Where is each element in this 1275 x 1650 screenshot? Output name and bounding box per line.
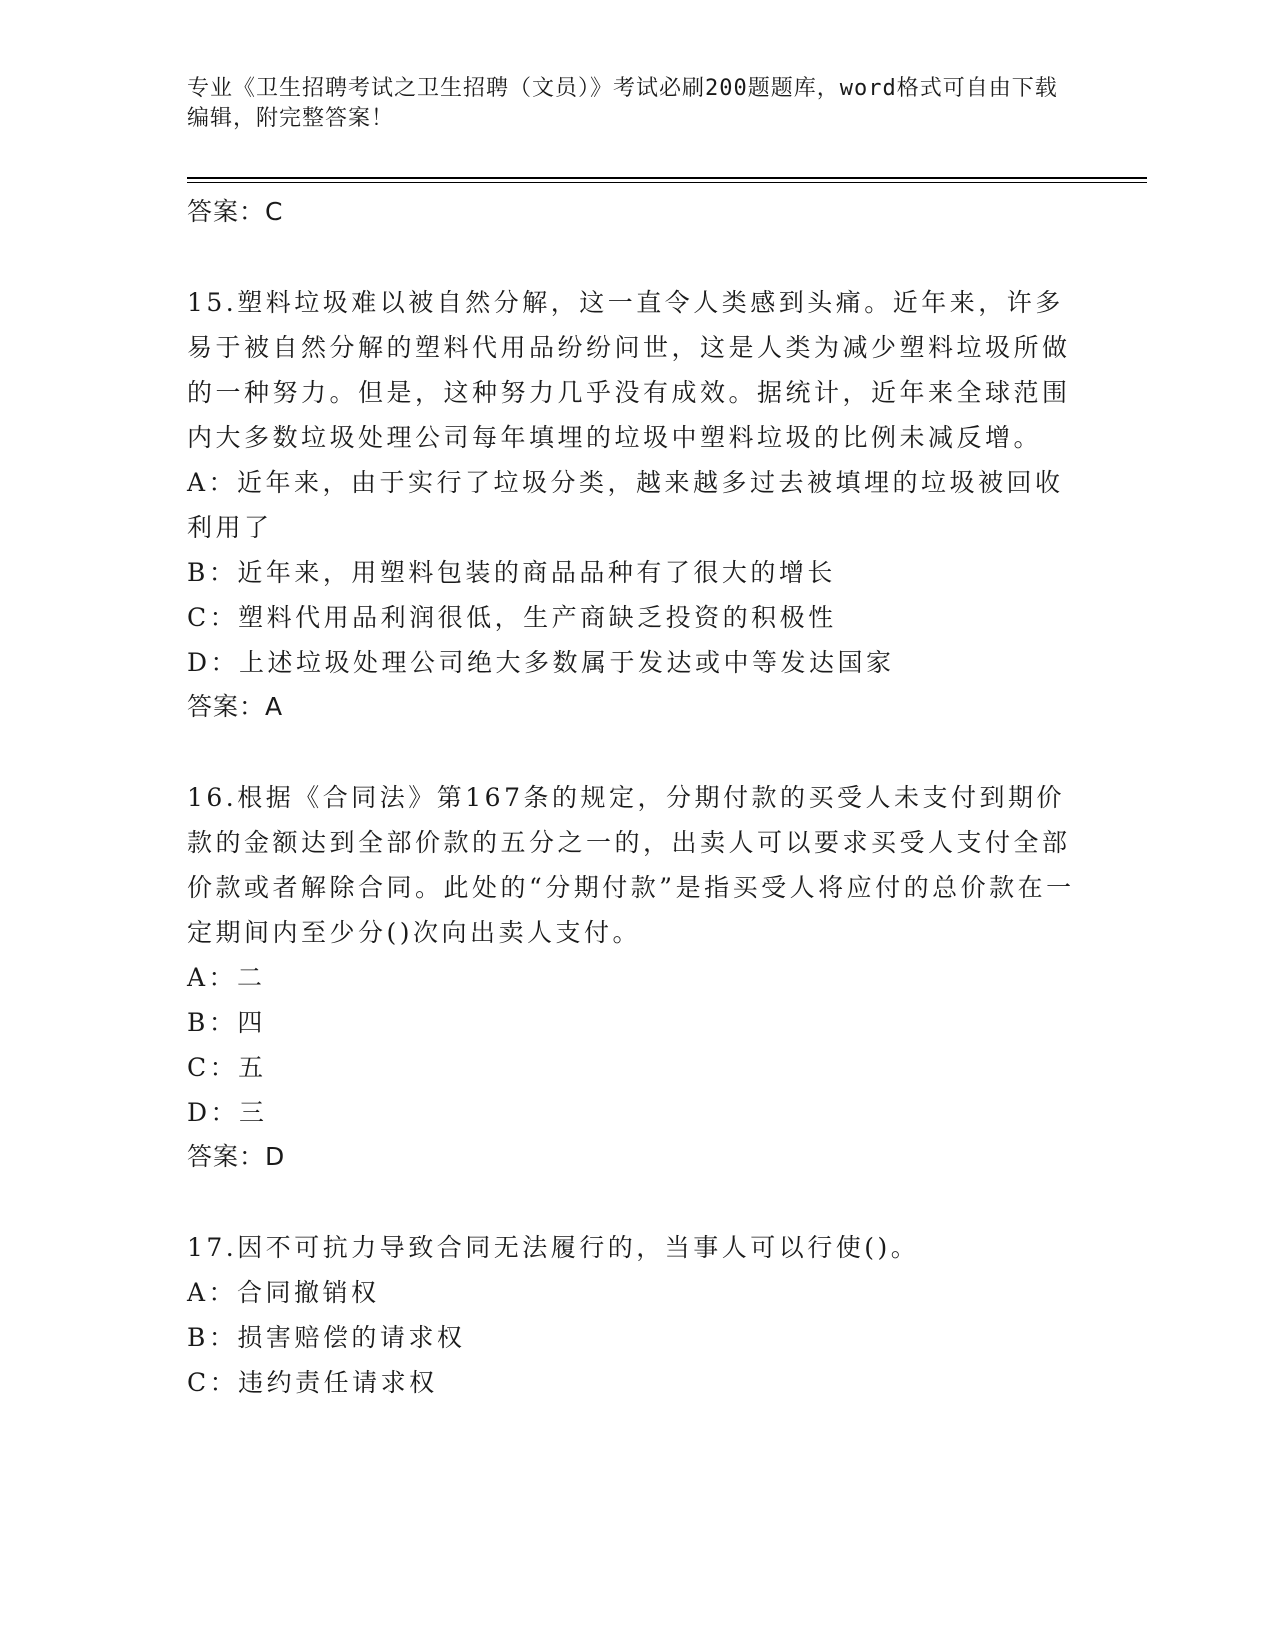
option-b: B：损害赔偿的请求权 <box>187 1323 466 1352</box>
question-block-17 <box>187 1225 1087 1405</box>
option-b: B：四 <box>187 1008 266 1037</box>
option-a: A：合同撤销权 <box>187 1278 380 1307</box>
question-block-15 <box>187 280 1087 729</box>
answer-q16: 答案：D <box>187 1142 286 1171</box>
question-text: 16.根据《合同法》第167条的规定，分期付款的买受人未支付到期价款的金额达到全部价款的五分之一的，出卖人可以要求买受人支付全部价款或者解除合同。此处的“分期付款”是指买受人将应付的总价款在一定期间内至少分()次向出卖人支付。 <box>187 783 1075 947</box>
option-c: C：塑料代用品利润很低，生产商缺乏投资的积极性 <box>187 603 837 632</box>
question-block-16 <box>187 775 1087 1179</box>
option-d: D：上述垃圾处理公司绝大多数属于发达或中等发达国家 <box>187 648 895 677</box>
option-c: C：五 <box>187 1053 267 1082</box>
header-divider <box>187 177 1147 179</box>
option-a: A：近年来，由于实行了垃圾分类，越来越多过去被填埋的垃圾被回收利用了 <box>187 468 1064 542</box>
option-c: C：违约责任请求权 <box>187 1368 438 1397</box>
document-body <box>187 190 1087 1405</box>
answer-q15: 答案：A <box>187 692 284 721</box>
header-divider-thin <box>187 182 1147 183</box>
question-text: 15.塑料垃圾难以被自然分解，这一直令人类感到头痛。近年来，许多易于被自然分解的塑料代用品纷纷问世，这是人类为减少塑料垃圾所做的一种努力。但是，这种努力几乎没有成效。据统计，近年来全球范围内大多数垃圾处理公司每年填埋的垃圾中塑料垃圾的比例未减反增。 <box>187 288 1071 452</box>
option-d: D：三 <box>187 1098 268 1127</box>
document-header: 专业《卫生招聘考试之卫生招聘（文员）》考试必刷200题题库，word格式可自由下载编辑，附完整答案！ <box>187 76 1058 131</box>
question-text: 17.因不可抗力导致合同无法履行的，当事人可以行使()。 <box>187 1233 920 1262</box>
option-a: A：二 <box>187 963 266 992</box>
option-b: B：近年来，用塑料包装的商品品种有了很大的增长 <box>187 558 836 587</box>
answer-q14: 答案：C <box>187 197 284 226</box>
